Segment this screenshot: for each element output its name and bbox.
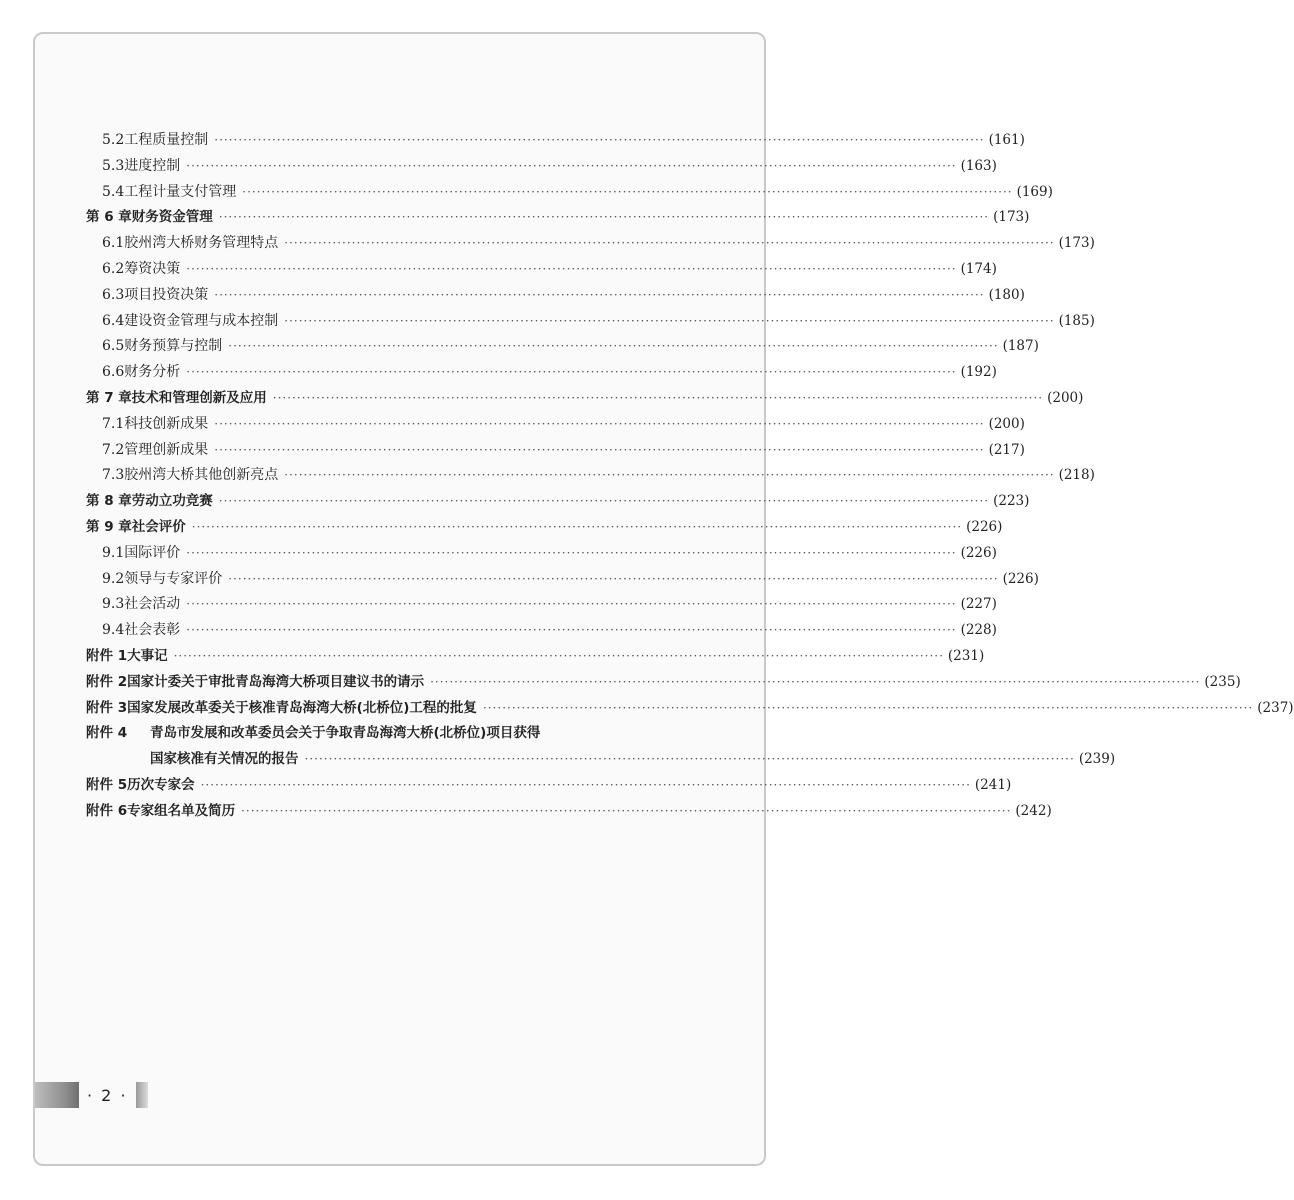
toc-entry-number: 9.4	[102, 622, 125, 639]
toc-entry-title: 财务分析	[124, 364, 181, 381]
toc-leader-dots: ································································································································································	[284, 313, 1055, 328]
toc-leader-dots: ································································································································································	[200, 777, 971, 792]
toc-leader-dots: ································································································································································	[186, 545, 957, 560]
toc-leader-dots: ································································································································································	[430, 674, 1201, 689]
toc-entry-title: 专家组名单及简历	[127, 802, 236, 819]
toc-entry	[86, 334, 1039, 360]
toc-entry-page: (239)	[1078, 751, 1116, 768]
toc-entry	[86, 412, 1025, 438]
toc-entry-title: 财务资金管理	[131, 209, 213, 226]
toc-entry	[86, 128, 1025, 154]
toc-entry-page: (180)	[988, 286, 1025, 303]
toc-entry-title: 胶州湾大桥财务管理特点	[124, 235, 279, 252]
toc-entry	[86, 257, 997, 283]
toc-entry	[86, 592, 997, 618]
toc-entry-number: 6.5	[102, 338, 125, 355]
toc-entry-number: 附件 6	[86, 802, 128, 819]
page-number: · 2 ·	[87, 1085, 128, 1105]
toc-entry-title: 财务预算与控制	[124, 338, 223, 355]
toc-entry-number: 6.1	[102, 235, 125, 252]
toc-entry-page: (185)	[1058, 312, 1095, 329]
toc-leader-dots: ································································································································································	[214, 442, 985, 457]
toc-entry-page: (223)	[993, 493, 1030, 510]
toc-entry-title: 社会表彰	[124, 622, 181, 639]
toc-leader-dots: ································································································································································	[304, 752, 1075, 767]
toc-entry	[86, 670, 1241, 696]
toc-entry	[86, 773, 1012, 799]
toc-entry-page: (228)	[960, 622, 997, 639]
toc-entry-page: (163)	[960, 157, 997, 174]
toc-entry-number: 附件 2	[86, 673, 128, 690]
toc-entry-title: 劳动立功竞赛	[131, 493, 213, 510]
toc-entry-page: (187)	[1002, 338, 1039, 355]
toc-entry-number: 5.2	[102, 132, 125, 148]
toc-entry	[86, 180, 1053, 206]
toc-entry	[86, 386, 1084, 412]
toc-leader-dots: ································································································································································	[228, 339, 999, 354]
toc-entry-title: 项目投资决策	[124, 286, 209, 303]
toc-entry-page: (241)	[974, 776, 1012, 793]
toc-entry-title: 工程质量控制	[124, 132, 209, 148]
toc-entry-number: 第 6 章	[86, 209, 132, 226]
toc-entry-page: (235)	[1204, 673, 1241, 690]
toc-leader-dots: ································································································································································	[284, 468, 1055, 483]
toc-entry	[86, 541, 997, 567]
toc-entry-title: 大事记	[127, 647, 168, 664]
toc-entry-title: 管理创新成果	[124, 441, 209, 458]
toc-entry-page: (226)	[1002, 570, 1039, 587]
toc-entry	[86, 438, 1025, 464]
toc-entry	[86, 696, 1294, 722]
toc-entry-title: 国家核准有关情况的报告	[150, 751, 299, 768]
toc-entry-title: 社会评价	[131, 518, 186, 535]
toc-entry-title: 工程计量支付管理	[124, 183, 237, 200]
toc-leader-dots: ································································································································································	[186, 365, 957, 380]
toc-entry-title: 国际评价	[124, 544, 181, 561]
toc-entry-page: (242)	[1015, 802, 1052, 819]
toc-entry-number: 第 8 章	[86, 493, 132, 510]
toc-entry	[86, 721, 732, 747]
toc-entry-title: 胶州湾大桥其他创新亮点	[124, 467, 279, 484]
toc-entry-number: 附件 1	[86, 647, 128, 664]
toc-entry-page: (218)	[1058, 467, 1095, 484]
toc-entry-page: (161)	[988, 132, 1025, 148]
toc-entry-number: 9.2	[102, 570, 125, 587]
footer-decoration-end	[136, 1082, 148, 1108]
toc-entry	[86, 618, 997, 644]
toc-entry-page: (217)	[988, 441, 1025, 458]
toc-leader-dots: ································································································································································	[191, 519, 963, 534]
toc-entry-page: (173)	[1058, 235, 1095, 252]
toc-leader-dots: ································································································································································	[186, 597, 957, 612]
toc-entry-number: 第 7 章	[86, 389, 132, 406]
toc-leader-dots: ································································································································································	[186, 158, 957, 173]
toc-leader-dots: ································································································································································	[241, 803, 1012, 818]
toc-entry-page: (237)	[1257, 699, 1294, 716]
toc-leader-dots: ································································································································································	[272, 390, 1044, 405]
toc-leader-dots: ································································································································································	[218, 494, 990, 509]
toc-entry-title: 历次专家会	[127, 776, 195, 793]
toc-entry-page: (173)	[993, 209, 1030, 226]
toc-leader-dots: ································································································································································	[242, 184, 1013, 199]
toc-entry-page: (200)	[988, 415, 1025, 432]
toc-entry-number: 附件 4	[86, 725, 128, 742]
toc-entry	[86, 799, 1052, 825]
toc-entry-page: (169)	[1016, 183, 1053, 200]
toc-entry-page: (227)	[960, 596, 997, 613]
toc-entry-title: 社会活动	[124, 596, 181, 613]
toc-entry-page: (200)	[1047, 389, 1084, 406]
toc-entry	[86, 231, 1095, 257]
toc-entry-title: 领导与专家评价	[124, 570, 223, 587]
toc-leader-dots: ································································································································································	[186, 623, 957, 638]
toc-entry	[86, 463, 1095, 489]
toc-entry-number: 7.3	[102, 467, 125, 484]
toc-entry-number: 6.6	[102, 364, 125, 381]
toc-entry-title: 科技创新成果	[124, 415, 209, 432]
toc-entry-title: 国家计委关于审批青岛海湾大桥项目建议书的请示	[127, 673, 425, 690]
toc-entry-page: (192)	[960, 364, 997, 381]
toc-entry-number: 6.2	[102, 260, 125, 277]
toc-entry-number: 附件 3	[86, 699, 128, 716]
toc-leader-dots: ································································································································································	[173, 648, 944, 663]
toc-entry	[86, 644, 985, 670]
toc-entry	[86, 309, 1095, 335]
toc-leader-dots: ································································································································································	[482, 700, 1254, 715]
toc-entry-title: 建设资金管理与成本控制	[124, 312, 279, 329]
toc-entry-title: 国家发展改革委关于核准青岛海湾大桥(北桥位)工程的批复	[127, 699, 477, 716]
toc-entry-number: 6.3	[102, 286, 125, 303]
toc-entry	[86, 360, 997, 386]
toc-entry	[86, 567, 1039, 593]
toc-entry	[86, 489, 1030, 515]
toc-leader-dots: ································································································································································	[214, 287, 985, 302]
toc-leader-dots: ································································································································································	[186, 261, 957, 276]
toc-entry-number: 附件 5	[86, 776, 128, 793]
toc-entry-page: (226)	[960, 544, 997, 561]
toc-entry-number: 5.3	[102, 157, 125, 174]
toc-entry-title: 进度控制	[124, 157, 181, 174]
toc-entry-page: (231)	[947, 647, 985, 664]
toc-entry-title: 筹资决策	[124, 260, 181, 277]
toc-entry-title: 青岛市发展和改革委员会关于争取青岛海湾大桥(北桥位)项目获得	[150, 725, 541, 742]
toc-entry	[86, 154, 997, 180]
toc-entry	[86, 283, 1025, 309]
toc-entry-number: 第 9 章	[86, 518, 132, 535]
page-footer	[35, 1082, 148, 1108]
toc-entry	[86, 205, 1030, 231]
toc-entry-number: 5.4	[102, 183, 125, 200]
toc-leader-dots: ································································································································································	[218, 210, 990, 225]
toc-entry-number: 7.1	[102, 415, 125, 432]
toc-entry-number: 9.3	[102, 596, 125, 613]
toc-leader-dots: ································································································································································	[284, 236, 1055, 251]
toc-leader-dots: ································································································································································	[214, 133, 985, 147]
toc-entry-number: 6.4	[102, 312, 125, 329]
table-of-contents	[86, 128, 1294, 825]
toc-entry-title: 技术和管理创新及应用	[131, 389, 267, 406]
toc-entry	[86, 515, 1003, 541]
toc-entry-number: 7.2	[102, 441, 125, 458]
toc-entry-number: 9.1	[102, 544, 125, 561]
footer-decoration-bar	[35, 1082, 79, 1108]
toc-leader-dots: ································································································································································	[214, 416, 985, 431]
toc-leader-dots: ································································································································································	[228, 571, 999, 586]
toc-entry-page: (226)	[966, 518, 1003, 535]
toc-entry	[86, 747, 1116, 773]
toc-entry-page: (174)	[960, 260, 997, 277]
